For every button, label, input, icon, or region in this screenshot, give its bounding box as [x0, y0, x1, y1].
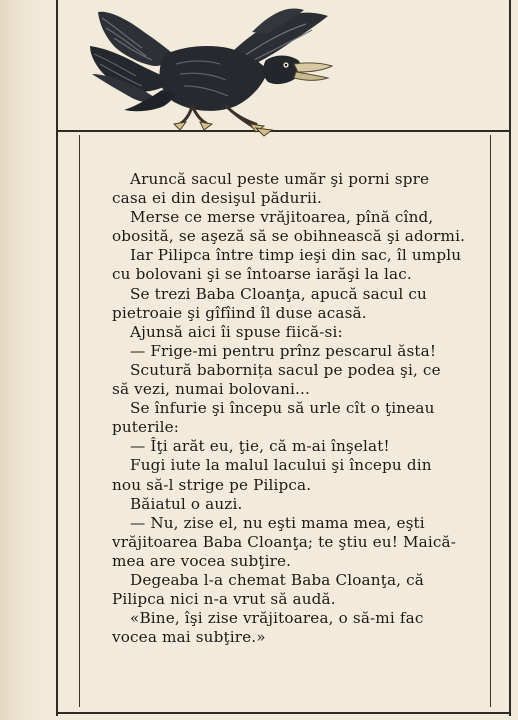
text-line-content: Degeaba l-a chemat Baba Cloanţa, că [130, 570, 424, 589]
text-line [112, 285, 484, 304]
text-line-content: mea are vocea subţire. [112, 551, 292, 570]
text-line [112, 323, 484, 342]
text-line [112, 456, 484, 475]
text-line-content: Iar Pilipca între timp ieşi din sac, îl umplu [130, 246, 462, 265]
text-line [112, 476, 484, 495]
text-line [112, 628, 484, 647]
text-line [112, 437, 484, 456]
text-line-content: Scutură babornița sacul pe podea şi, ce [130, 360, 441, 379]
frame-outer-left [56, 0, 58, 716]
page-gutter-shade [0, 0, 52, 720]
text-line [112, 533, 484, 552]
frame-inner-left [79, 135, 80, 707]
text-line-content: Aruncă sacul peste umăr şi porni spre [130, 170, 430, 188]
text-line [112, 227, 484, 246]
text-line-content: obosită, se aşeză să se obihnească şi adormi. [112, 227, 466, 246]
text-line-content: Ajunsă aici îi spuse fiică-si: [130, 322, 343, 341]
text-line [112, 304, 484, 323]
text-line-content: Fugi iute la malul lacului şi începu din [130, 456, 432, 475]
text-line [112, 265, 484, 284]
text-line [112, 342, 484, 361]
text-line [112, 246, 484, 265]
text-line-content: casa ei din desişul pădurii. [112, 189, 323, 208]
text-line-content: să vezi, numai bolovani... [112, 380, 310, 399]
text-line-content: cu bolovani şi se întoarse iarăşi la lac. [112, 265, 412, 284]
text-line [112, 361, 484, 380]
text-line [112, 609, 484, 628]
text-line-content: — Nu, zise el, nu eşti mama mea, eşti [130, 513, 425, 532]
text-line-content: vrăjitoarea Baba Cloanţa; te ştiu eu! Maică- [112, 532, 457, 551]
text-line [112, 571, 484, 590]
text-line-content: «Bine, îşi zise vrăjitoarea, o să-mi fac [130, 609, 424, 628]
text-line-content: Se trezi Baba Cloanţa, apucă sacul cu [130, 284, 427, 303]
text-line [112, 380, 484, 399]
text-line-content: — Îţi arăt eu, ţie, că m-ai înşelat! [130, 437, 390, 456]
frame-outer-right [509, 0, 511, 716]
frame-bottom-rule [56, 712, 511, 714]
text-line-content: nou să-l strige pe Pilipca. [112, 475, 312, 494]
text-line-content: Băiatul o auzi. [130, 494, 243, 513]
text-line [112, 514, 484, 533]
text-line-content: Merse ce merse vrăjitoarea, pînă cînd, [130, 208, 434, 227]
text-line [112, 418, 484, 437]
text-line [112, 552, 484, 571]
text-line-content: pietroaie şi gîfîind îl duse acasă. [112, 303, 367, 322]
text-line-content: — Frige-mi pentru prînz pescarul ăsta! [130, 341, 437, 360]
text-line [112, 170, 484, 189]
text-line-content: vocea mai subţire.» [112, 628, 266, 647]
text-line [112, 189, 484, 208]
frame-inner-right [490, 135, 491, 707]
text-line [112, 590, 484, 609]
text-line [112, 399, 484, 418]
text-line-content: Pilipca nici n-a vrut să audă. [112, 590, 336, 609]
crow-icon [80, 2, 350, 137]
text-line-content: Se înfurie şi începu să urle cît o ţineau [130, 399, 435, 418]
story-text [112, 170, 484, 647]
text-line [112, 208, 484, 227]
text-line [112, 495, 484, 514]
text-line-content: puterile: [112, 418, 180, 437]
